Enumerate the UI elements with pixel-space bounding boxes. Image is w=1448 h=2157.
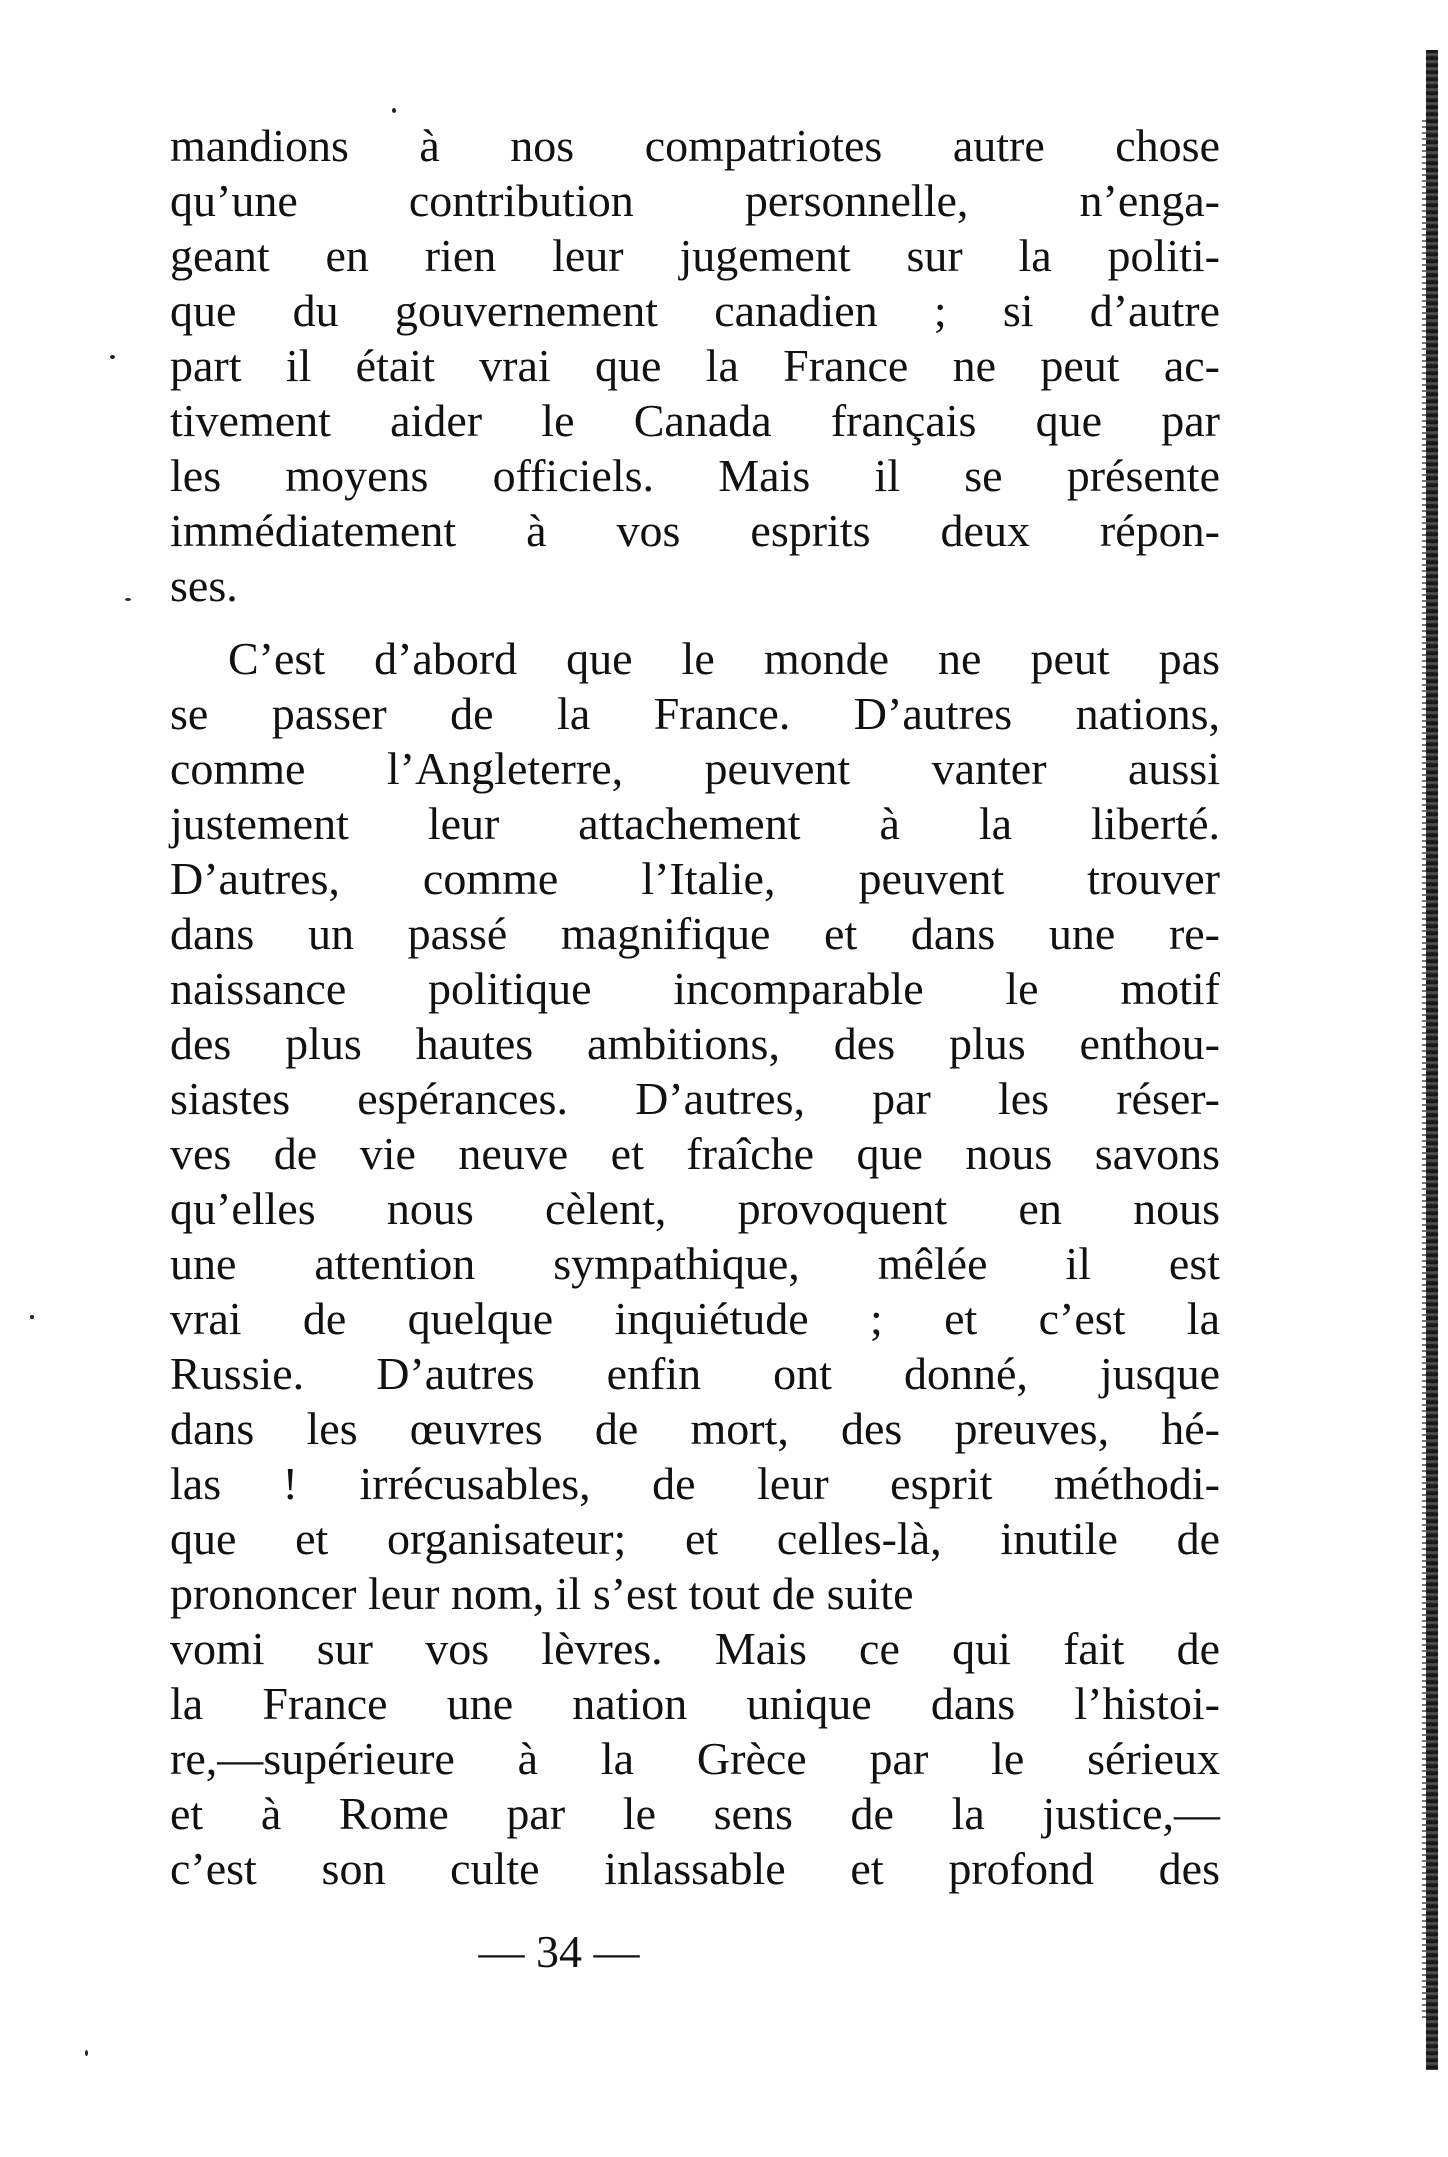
- text-line: vomi sur vos lèvres. Mais ce qui fait de: [170, 1623, 1220, 1674]
- text-line: tivement aider le Canada français que par: [170, 395, 1220, 446]
- text-line: C’est d’abord que le monde ne peut pas: [228, 633, 1220, 684]
- binding-edge-shadow: [1422, 120, 1426, 2020]
- text-line: justement leur attachement à la liberté.: [170, 798, 1220, 849]
- scan-speck: [30, 1315, 34, 1319]
- body-text: [170, 118, 1220, 1896]
- text-line: prononcer leur nom, il s’est tout de suite: [170, 1568, 914, 1619]
- text-line: ves de vie neuve et fraîche que nous savons: [170, 1128, 1220, 1179]
- page-number-label: — 34 —: [478, 1926, 640, 1977]
- paragraph-gap: [170, 613, 1220, 631]
- text-line: les moyens officiels. Mais il se présente: [170, 450, 1220, 501]
- text-line: las ! irrécusables, de leur esprit méthodi-: [170, 1458, 1220, 1509]
- text-line: geant en rien leur jugement sur la politi-: [170, 230, 1220, 281]
- text-line: se passer de la France. D’autres nations,: [170, 688, 1220, 739]
- text-line: dans les œuvres de mort, des preuves, hé-: [170, 1403, 1220, 1454]
- text-line: la France une nation unique dans l’histoi-: [170, 1678, 1220, 1729]
- scan-speck: [125, 598, 131, 601]
- scan-speck: [85, 2050, 88, 2056]
- text-line: siastes espérances. D’autres, par les réser-: [170, 1073, 1220, 1124]
- scan-speck: [110, 355, 115, 359]
- text-line: part il était vrai que la France ne peut ac-: [170, 340, 1220, 391]
- text-line: mandions à nos compatriotes autre chose: [170, 120, 1220, 171]
- text-line: comme l’Angleterre, peuvent vanter aussi: [170, 743, 1220, 794]
- text-line: que et organisateur; et celles-là, inutile de: [170, 1513, 1220, 1564]
- text-line: naissance politique incomparable le motif: [170, 963, 1220, 1014]
- text-line: dans un passé magnifique et dans une re-: [170, 908, 1220, 959]
- text-line: re,—supérieure à la Grèce par le sérieux: [170, 1733, 1220, 1784]
- text-line: qu’elles nous cèlent, provoquent en nous: [170, 1183, 1220, 1234]
- text-line: D’autres, comme l’Italie, peuvent trouver: [170, 853, 1220, 904]
- text-line: immédiatement à vos esprits deux répon-: [170, 505, 1220, 556]
- text-line: c’est son culte inlassable et profond des: [170, 1843, 1220, 1894]
- text-line: qu’une contribution personnelle, n’enga-: [170, 175, 1220, 226]
- page-number: [0, 1925, 1448, 1978]
- text-line: vrai de quelque inquiétude ; et c’est la: [170, 1293, 1220, 1344]
- text-line: des plus hautes ambitions, des plus enthou-: [170, 1018, 1220, 1069]
- scan-speck: [392, 108, 396, 113]
- text-line: ses.: [170, 560, 238, 611]
- binding-edge: [1426, 50, 1438, 2070]
- text-line: Russie. D’autres enfin ont donné, jusque: [170, 1348, 1220, 1399]
- text-line: que du gouvernement canadien ; si d’autre: [170, 285, 1220, 336]
- text-line: et à Rome par le sens de la justice,—: [170, 1788, 1220, 1839]
- text-line: une attention sympathique, mêlée il est: [170, 1238, 1220, 1289]
